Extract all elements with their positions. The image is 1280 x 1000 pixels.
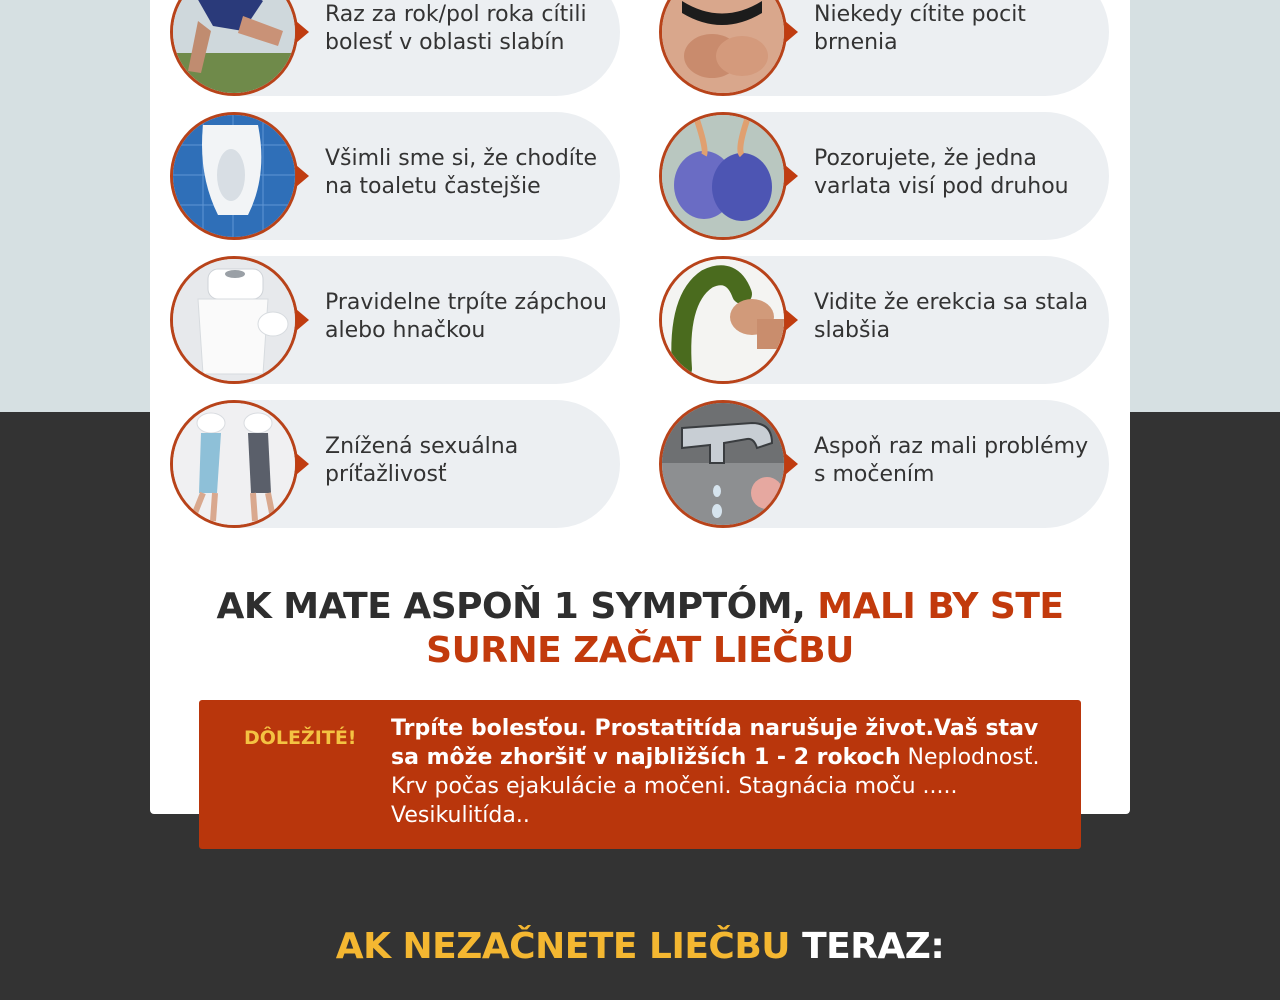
alert-body bbox=[391, 714, 1061, 830]
symptom-item bbox=[170, 112, 620, 240]
symptom-item bbox=[170, 400, 620, 528]
alert-bold-text: Trpíte bolesťou. Prostatitída narušuje život.Vaš stav sa môže zhoršiť v najbližších 1 - 2 rokoch bbox=[391, 716, 1039, 770]
alert-normal-text: Neplodnosť. Krv počas ejakulácie a močeni. Stagnácia moču ..... Vesikulitída.. bbox=[391, 745, 1040, 828]
arrow-icon bbox=[296, 453, 309, 475]
arrow-icon bbox=[296, 21, 309, 43]
symptom-text: Znížená sexuálna príťažlivosť bbox=[325, 434, 519, 487]
headline-dark-part: AK MATE ASPOŇ 1 SYMPTÓM, bbox=[216, 586, 818, 627]
symptom-text: Aspoň raz mali problémy s močením bbox=[814, 434, 1089, 487]
bottom-headline bbox=[0, 922, 1280, 972]
arrow-icon bbox=[785, 453, 798, 475]
dripping-faucet-icon bbox=[659, 400, 787, 528]
symptom-headline bbox=[190, 585, 1090, 673]
arrow-icon bbox=[785, 309, 798, 331]
symptom-item bbox=[170, 256, 620, 384]
bottom-headline-white: TERAZ: bbox=[790, 926, 945, 967]
urinal-icon bbox=[170, 112, 298, 240]
symptom-text: Všimli sme si, že chodíte na toaletu častejšie bbox=[325, 146, 598, 199]
symptom-text: Vidite že erekcia sa stala slabšia bbox=[814, 290, 1089, 343]
bottom-headline-yellow: AK NEZAČNETE LIEČBU bbox=[335, 926, 791, 967]
symptom-item bbox=[659, 400, 1109, 528]
symptom-item bbox=[170, 0, 620, 96]
symptom-item bbox=[659, 0, 1109, 96]
important-label: DÔLEŽITÉ! bbox=[244, 727, 357, 749]
headline-red-part: MALI BY STE SURNE ZAČAT LIEČBU bbox=[426, 586, 1064, 671]
symptom-text: Niekedy cítite pocit brnenia bbox=[814, 2, 1026, 55]
arrow-icon bbox=[785, 165, 798, 187]
symptom-text: Pozorujete, že jedna varlata visí pod druhou bbox=[814, 146, 1069, 199]
couple-in-bed-icon bbox=[170, 400, 298, 528]
symptom-text: Raz za rok/pol roka cítili bolesť v oblasti slabín bbox=[325, 2, 587, 55]
symptom-text: Pravidelne trpíte zápchou alebo hnačkou bbox=[325, 290, 607, 343]
symptom-item bbox=[659, 112, 1109, 240]
toilet-paper-icon bbox=[170, 256, 298, 384]
important-alert-box bbox=[199, 700, 1081, 849]
symptom-item bbox=[659, 256, 1109, 384]
testicles-illustration-icon bbox=[659, 112, 787, 240]
drooping-cucumber-icon bbox=[659, 256, 787, 384]
arrow-icon bbox=[296, 309, 309, 331]
arrow-icon bbox=[785, 21, 798, 43]
arrow-icon bbox=[296, 165, 309, 187]
